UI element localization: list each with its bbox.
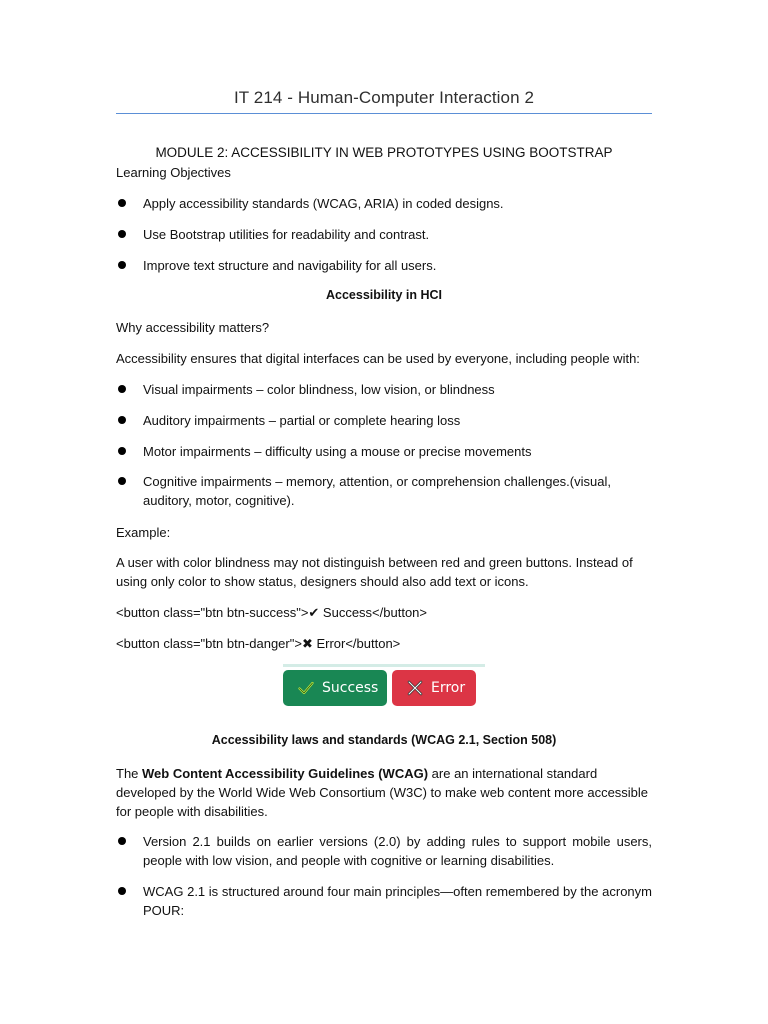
section-heading-laws: Accessibility laws and standards (WCAG 2.1, Section 508) [211, 733, 557, 747]
bullet-icon [118, 416, 126, 424]
bullet-icon [118, 887, 126, 895]
list-item [116, 411, 652, 430]
error-button[interactable] [392, 670, 476, 706]
document-title: IT 214 - Human-Computer Interaction 2 [233, 88, 535, 107]
success-button[interactable] [283, 670, 387, 706]
wcag-paragraph [116, 764, 652, 821]
check-icon [297, 679, 315, 697]
section-heading-hci: Accessibility in HCI [325, 288, 442, 302]
learning-objectives-label: Learning Objectives [116, 165, 231, 180]
intro-paragraph: Accessibility ensures that digital interfaces can be used by everyone, including people with: [116, 351, 640, 366]
demo-top-border [283, 664, 485, 667]
list-item-text: Use Bootstrap utilities for readability and contrast. [143, 227, 430, 242]
bullet-icon [118, 837, 126, 845]
bullet-icon [118, 261, 126, 269]
list-item [116, 882, 652, 920]
wcag-bold-term: Web Content Accessibility Guidelines (WCAG) [142, 766, 429, 781]
bullet-icon [118, 477, 126, 485]
list-item-text: Apply accessibility standards (WCAG, ARIA) in coded designs. [143, 196, 504, 211]
code-line-danger: <button class="btn btn-danger">✖ Error</button> [116, 636, 401, 651]
wcag-prefix: The [116, 766, 143, 781]
example-paragraph: A user with color blindness may not distinguish between red and green buttons. Instead of using only color to show status, designers should also add text or icons. [116, 555, 633, 589]
list-item-text: Auditory impairments – partial or complete hearing loss [143, 413, 461, 428]
list-item [116, 472, 652, 510]
example-label: Example: [116, 525, 171, 540]
code-line-success: <button class="btn btn-success">✔ Success</button> [116, 605, 427, 620]
success-button-label: Success [322, 680, 379, 696]
error-button-label: Error [431, 680, 466, 696]
list-item-text: Improve text structure and navigability for all users. [143, 258, 437, 273]
wcag-suffix: are an international standard developed by the World Wide Web Consortium (W3C) to make web content more accessible for people with disabilities. [116, 766, 649, 819]
list-item [116, 442, 652, 461]
x-icon [406, 679, 424, 697]
list-item [116, 256, 652, 275]
list-item [116, 380, 652, 399]
bullet-icon [118, 199, 126, 207]
list-item [116, 225, 652, 244]
list-item-text: Version 2.1 builds on earlier versions (2.0) by adding rules to support mobile users, people with low vision, and people with cognitive or learning disabilities. [143, 834, 652, 868]
bullet-icon [118, 447, 126, 455]
module-heading: MODULE 2: ACCESSIBILITY IN WEB PROTOTYPES USING BOOTSTRAP [155, 145, 613, 160]
why-question: Why accessibility matters? [116, 320, 270, 335]
bullet-icon [118, 385, 126, 393]
list-item-text: Motor impairments – difficulty using a mouse or precise movements [143, 444, 532, 459]
button-demo-image [283, 664, 485, 708]
list-item-text: WCAG 2.1 is structured around four main principles—often remembered by the acronym POUR: [143, 884, 652, 918]
list-item-text: Visual impairments – color blindness, low vision, or blindness [143, 382, 495, 397]
title-underline [116, 113, 652, 114]
list-item [116, 194, 652, 213]
list-item-text: Cognitive impairments – memory, attention, or comprehension challenges.(visual, auditory, motor, cognitive). [143, 474, 611, 508]
bullet-icon [118, 230, 126, 238]
list-item [116, 832, 652, 870]
